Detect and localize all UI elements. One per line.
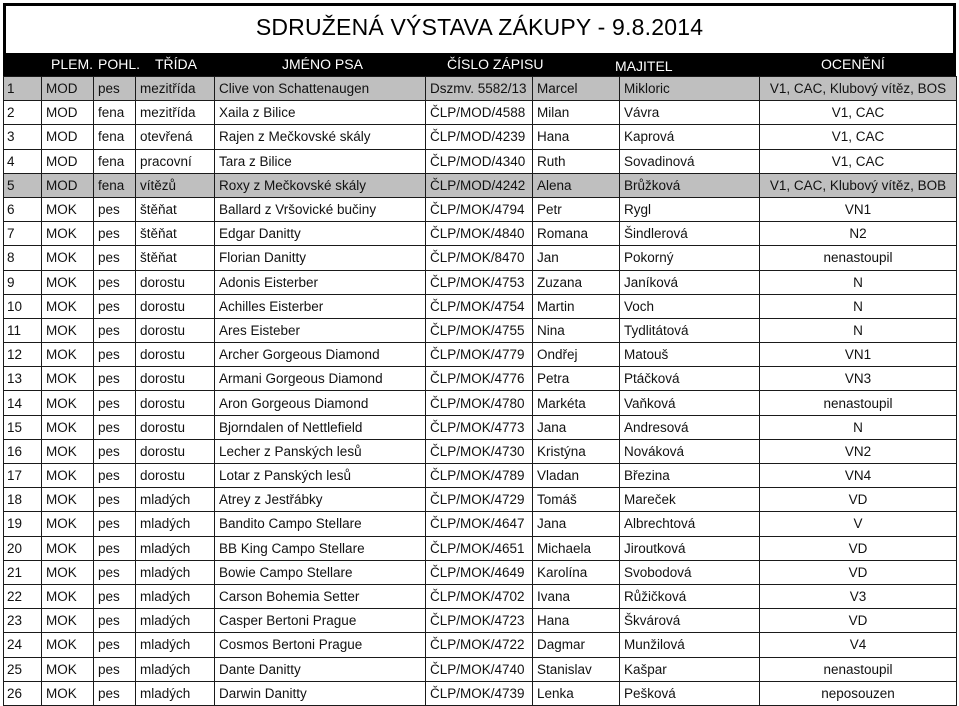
table-row <box>4 77 957 101</box>
cell-owner-first-name: Vladan <box>533 464 620 488</box>
cell-sex: pes <box>94 343 136 367</box>
cell-dog-name: Edgar Danitty <box>215 222 426 246</box>
cell-breed: MOK <box>42 609 94 633</box>
cell-breed: MOK <box>42 294 94 318</box>
cell-owner-last-name: Vávra <box>620 101 760 125</box>
cell-dog-name: Archer Gorgeous Diamond <box>215 343 426 367</box>
table-row <box>4 584 957 608</box>
cell-class: štěňat <box>136 246 215 270</box>
cell-owner-last-name: Mareček <box>620 488 760 512</box>
cell-award: N <box>760 270 957 294</box>
cell-owner-first-name: Nina <box>533 318 620 342</box>
cell-registration: ČLP/MOK/4649 <box>426 560 533 584</box>
cell-breed: MOK <box>42 246 94 270</box>
cell-award: V1, CAC, Klubový vítěz, BOS <box>760 77 957 101</box>
cell-class: dorostu <box>136 318 215 342</box>
cell-owner-first-name: Martin <box>533 294 620 318</box>
cell-award: nenastoupil <box>760 246 957 270</box>
cell-owner-first-name: Markéta <box>533 391 620 415</box>
cell-number: 4 <box>4 149 42 173</box>
cell-award: VD <box>760 609 957 633</box>
cell-award: N <box>760 318 957 342</box>
cell-sex: pes <box>94 270 136 294</box>
cell-class: dorostu <box>136 367 215 391</box>
cell-owner-last-name: Pešková <box>620 681 760 705</box>
table-body <box>4 77 957 706</box>
cell-number: 2 <box>4 101 42 125</box>
cell-dog-name: Darwin Danitty <box>215 681 426 705</box>
cell-number: 10 <box>4 294 42 318</box>
cell-owner-first-name: Milan <box>533 101 620 125</box>
table-row <box>4 512 957 536</box>
cell-award: V1, CAC <box>760 101 957 125</box>
cell-owner-first-name: Jana <box>533 512 620 536</box>
cell-owner-first-name: Michaela <box>533 536 620 560</box>
cell-owner-first-name: Tomáš <box>533 488 620 512</box>
cell-number: 11 <box>4 318 42 342</box>
cell-registration: ČLP/MOK/4722 <box>426 633 533 657</box>
cell-owner-last-name: Svobodová <box>620 560 760 584</box>
cell-sex: pes <box>94 391 136 415</box>
cell-owner-first-name: Zuzana <box>533 270 620 294</box>
cell-registration: ČLP/MOK/4794 <box>426 197 533 221</box>
cell-breed: MOK <box>42 536 94 560</box>
cell-registration: ČLP/MOK/4753 <box>426 270 533 294</box>
cell-award: VN1 <box>760 343 957 367</box>
cell-number: 9 <box>4 270 42 294</box>
cell-owner-last-name: Brůžková <box>620 173 760 197</box>
table-row <box>4 125 957 149</box>
cell-breed: MOK <box>42 681 94 705</box>
cell-breed: MOK <box>42 343 94 367</box>
cell-owner-last-name: Andresová <box>620 415 760 439</box>
cell-dog-name: Ballard z Vršovické bučiny <box>215 197 426 221</box>
cell-number: 24 <box>4 633 42 657</box>
header-trida: TŘÍDA <box>155 56 197 72</box>
cell-registration: ČLP/MOK/4739 <box>426 681 533 705</box>
cell-breed: MOD <box>42 149 94 173</box>
cell-owner-first-name: Dagmar <box>533 633 620 657</box>
cell-sex: pes <box>94 294 136 318</box>
cell-owner-last-name: Sovadinová <box>620 149 760 173</box>
cell-owner-last-name: Pokorný <box>620 246 760 270</box>
cell-registration: ČLP/MOK/8470 <box>426 246 533 270</box>
cell-registration: ČLP/MOK/4780 <box>426 391 533 415</box>
cell-breed: MOK <box>42 560 94 584</box>
cell-sex: fena <box>94 173 136 197</box>
cell-registration: ČLP/MOK/4754 <box>426 294 533 318</box>
cell-class: štěňat <box>136 197 215 221</box>
cell-sex: pes <box>94 415 136 439</box>
cell-breed: MOK <box>42 488 94 512</box>
cell-dog-name: Bowie Campo Stellare <box>215 560 426 584</box>
cell-owner-first-name: Ivana <box>533 584 620 608</box>
cell-number: 19 <box>4 512 42 536</box>
cell-breed: MOK <box>42 464 94 488</box>
cell-award: V1, CAC <box>760 149 957 173</box>
cell-owner-first-name: Lenka <box>533 681 620 705</box>
cell-breed: MOK <box>42 222 94 246</box>
cell-dog-name: Bjorndalen of Nettlefield <box>215 415 426 439</box>
cell-award: V <box>760 512 957 536</box>
cell-owner-last-name: Rygl <box>620 197 760 221</box>
header-pohl: POHL. <box>98 56 141 72</box>
table-row <box>4 222 957 246</box>
cell-registration: ČLP/MOK/4755 <box>426 318 533 342</box>
cell-award: N <box>760 294 957 318</box>
cell-class: pracovní <box>136 149 215 173</box>
cell-sex: pes <box>94 367 136 391</box>
cell-owner-last-name: Voch <box>620 294 760 318</box>
cell-class: mladých <box>136 560 215 584</box>
cell-breed: MOK <box>42 584 94 608</box>
cell-sex: pes <box>94 512 136 536</box>
cell-registration: Dszmv. 5582/13 <box>426 77 533 101</box>
cell-class: štěňat <box>136 222 215 246</box>
table-row <box>4 318 957 342</box>
cell-number: 5 <box>4 173 42 197</box>
cell-registration: ČLP/MOK/4840 <box>426 222 533 246</box>
cell-owner-last-name: Matouš <box>620 343 760 367</box>
cell-award: VN2 <box>760 439 957 463</box>
cell-registration: ČLP/MOD/4239 <box>426 125 533 149</box>
cell-owner-last-name: Munžilová <box>620 633 760 657</box>
cell-class: otevřená <box>136 125 215 149</box>
cell-number: 15 <box>4 415 42 439</box>
cell-class: dorostu <box>136 415 215 439</box>
cell-registration: ČLP/MOK/4773 <box>426 415 533 439</box>
table-row <box>4 367 957 391</box>
cell-number: 1 <box>4 77 42 101</box>
cell-class: dorostu <box>136 464 215 488</box>
cell-owner-first-name: Marcel <box>533 77 620 101</box>
cell-sex: pes <box>94 439 136 463</box>
cell-breed: MOK <box>42 512 94 536</box>
cell-sex: pes <box>94 197 136 221</box>
cell-award: N <box>760 415 957 439</box>
cell-class: mezitřída <box>136 101 215 125</box>
cell-number: 3 <box>4 125 42 149</box>
table-row <box>4 633 957 657</box>
cell-owner-last-name: Tydlitátová <box>620 318 760 342</box>
cell-class: mladých <box>136 657 215 681</box>
cell-owner-last-name: Janíková <box>620 270 760 294</box>
cell-number: 14 <box>4 391 42 415</box>
cell-dog-name: Ares Eisteber <box>215 318 426 342</box>
header-cislo: ČÍSLO ZÁPISU <box>447 56 544 72</box>
cell-owner-first-name: Romana <box>533 222 620 246</box>
cell-award: nenastoupil <box>760 391 957 415</box>
cell-award: VD <box>760 536 957 560</box>
cell-dog-name: Bandito Campo Stellare <box>215 512 426 536</box>
cell-number: 23 <box>4 609 42 633</box>
cell-award: VN3 <box>760 367 957 391</box>
table-row <box>4 560 957 584</box>
cell-dog-name: Rajen z Mečkovské skály <box>215 125 426 149</box>
cell-owner-first-name: Stanislav <box>533 657 620 681</box>
column-headers <box>4 55 955 75</box>
cell-class: mladých <box>136 512 215 536</box>
cell-class: vítězů <box>136 173 215 197</box>
cell-sex: fena <box>94 125 136 149</box>
cell-number: 21 <box>4 560 42 584</box>
cell-owner-last-name: Kaprová <box>620 125 760 149</box>
cell-owner-first-name: Jana <box>533 415 620 439</box>
cell-owner-last-name: Březina <box>620 464 760 488</box>
results-table <box>3 76 957 706</box>
cell-award: VN1 <box>760 197 957 221</box>
cell-breed: MOK <box>42 318 94 342</box>
cell-breed: MOK <box>42 633 94 657</box>
cell-award: neposouzen <box>760 681 957 705</box>
table-row <box>4 488 957 512</box>
table-row <box>4 343 957 367</box>
cell-sex: fena <box>94 101 136 125</box>
cell-owner-last-name: Šindlerová <box>620 222 760 246</box>
header-oceneni: OCENĚNÍ <box>821 56 885 72</box>
cell-dog-name: Xaila z Bilice <box>215 101 426 125</box>
cell-dog-name: Aron Gorgeous Diamond <box>215 391 426 415</box>
cell-registration: ČLP/MOK/4702 <box>426 584 533 608</box>
header-block <box>3 3 956 76</box>
cell-breed: MOD <box>42 77 94 101</box>
cell-number: 13 <box>4 367 42 391</box>
cell-dog-name: Dante Danitty <box>215 657 426 681</box>
cell-class: dorostu <box>136 439 215 463</box>
cell-class: mladých <box>136 609 215 633</box>
cell-dog-name: Lecher z Panských lesů <box>215 439 426 463</box>
cell-award: V4 <box>760 633 957 657</box>
cell-number: 7 <box>4 222 42 246</box>
cell-dog-name: Adonis Eisterber <box>215 270 426 294</box>
table-row <box>4 101 957 125</box>
cell-award: V1, CAC, Klubový vítěz, BOB <box>760 173 957 197</box>
cell-registration: ČLP/MOK/4647 <box>426 512 533 536</box>
cell-number: 8 <box>4 246 42 270</box>
cell-dog-name: Carson Bohemia Setter <box>215 584 426 608</box>
cell-number: 22 <box>4 584 42 608</box>
cell-class: dorostu <box>136 270 215 294</box>
cell-owner-first-name: Ondřej <box>533 343 620 367</box>
cell-owner-last-name: Kašpar <box>620 657 760 681</box>
cell-owner-last-name: Škvárová <box>620 609 760 633</box>
cell-sex: pes <box>94 222 136 246</box>
cell-owner-first-name: Petr <box>533 197 620 221</box>
table-row <box>4 270 957 294</box>
cell-dog-name: Florian Danitty <box>215 246 426 270</box>
cell-owner-first-name: Hana <box>533 125 620 149</box>
cell-owner-last-name: Vaňková <box>620 391 760 415</box>
cell-breed: MOK <box>42 439 94 463</box>
header-majitel: MAJITEL <box>615 58 673 74</box>
cell-sex: pes <box>94 246 136 270</box>
cell-dog-name: Casper Bertoni Prague <box>215 609 426 633</box>
cell-breed: MOK <box>42 391 94 415</box>
table-row <box>4 464 957 488</box>
page-title: SDRUŽENÁ VÝSTAVA ZÁKUPY - 9.8.2014 <box>255 14 704 40</box>
cell-dog-name: Roxy z Mečkovské skály <box>215 173 426 197</box>
cell-class: mladých <box>136 536 215 560</box>
cell-owner-last-name: Růžičková <box>620 584 760 608</box>
cell-owner-first-name: Jan <box>533 246 620 270</box>
cell-number: 12 <box>4 343 42 367</box>
cell-owner-first-name: Alena <box>533 173 620 197</box>
cell-dog-name: Cosmos Bertoni Prague <box>215 633 426 657</box>
cell-dog-name: Clive von Schattenaugen <box>215 77 426 101</box>
cell-registration: ČLP/MOK/4779 <box>426 343 533 367</box>
cell-breed: MOK <box>42 657 94 681</box>
cell-breed: MOK <box>42 367 94 391</box>
cell-breed: MOD <box>42 125 94 149</box>
cell-registration: ČLP/MOK/4729 <box>426 488 533 512</box>
cell-registration: ČLP/MOK/4789 <box>426 464 533 488</box>
cell-owner-last-name: Mikloric <box>620 77 760 101</box>
cell-sex: pes <box>94 318 136 342</box>
cell-breed: MOD <box>42 101 94 125</box>
cell-dog-name: BB King Campo Stellare <box>215 536 426 560</box>
table-row <box>4 197 957 221</box>
header-plem: PLEM. <box>51 56 94 72</box>
cell-number: 25 <box>4 657 42 681</box>
cell-breed: MOD <box>42 173 94 197</box>
cell-number: 17 <box>4 464 42 488</box>
cell-registration: ČLP/MOK/4723 <box>426 609 533 633</box>
cell-number: 18 <box>4 488 42 512</box>
cell-dog-name: Lotar z Panských lesů <box>215 464 426 488</box>
cell-breed: MOK <box>42 197 94 221</box>
table-row <box>4 149 957 173</box>
cell-registration: ČLP/MOK/4730 <box>426 439 533 463</box>
cell-owner-first-name: Ruth <box>533 149 620 173</box>
cell-award: V1, CAC <box>760 125 957 149</box>
table-row <box>4 681 957 705</box>
cell-sex: pes <box>94 536 136 560</box>
cell-registration: ČLP/MOD/4242 <box>426 173 533 197</box>
table-row <box>4 391 957 415</box>
cell-registration: ČLP/MOD/4340 <box>426 149 533 173</box>
cell-dog-name: Achilles Eisterber <box>215 294 426 318</box>
cell-sex: pes <box>94 488 136 512</box>
cell-breed: MOK <box>42 415 94 439</box>
cell-number: 6 <box>4 197 42 221</box>
cell-owner-last-name: Albrechtová <box>620 512 760 536</box>
cell-class: dorostu <box>136 294 215 318</box>
cell-sex: fena <box>94 149 136 173</box>
table-row <box>4 173 957 197</box>
cell-class: mladých <box>136 584 215 608</box>
cell-breed: MOK <box>42 270 94 294</box>
cell-registration: ČLP/MOK/4740 <box>426 657 533 681</box>
cell-sex: pes <box>94 609 136 633</box>
cell-award: N2 <box>760 222 957 246</box>
cell-class: mladých <box>136 488 215 512</box>
cell-owner-last-name: Ptáčková <box>620 367 760 391</box>
header-jmeno: JMÉNO PSA <box>282 56 363 72</box>
cell-owner-first-name: Karolína <box>533 560 620 584</box>
cell-owner-last-name: Nováková <box>620 439 760 463</box>
cell-award: VN4 <box>760 464 957 488</box>
cell-sex: pes <box>94 77 136 101</box>
cell-registration: ČLP/MOD/4588 <box>426 101 533 125</box>
table-row <box>4 536 957 560</box>
cell-owner-first-name: Hana <box>533 609 620 633</box>
table-row <box>4 415 957 439</box>
table-row <box>4 439 957 463</box>
cell-sex: pes <box>94 633 136 657</box>
cell-dog-name: Armani Gorgeous Diamond <box>215 367 426 391</box>
cell-sex: pes <box>94 584 136 608</box>
cell-award: VD <box>760 488 957 512</box>
cell-owner-last-name: Jiroutková <box>620 536 760 560</box>
table-row <box>4 246 957 270</box>
cell-class: dorostu <box>136 343 215 367</box>
cell-award: V3 <box>760 584 957 608</box>
cell-number: 16 <box>4 439 42 463</box>
cell-registration: ČLP/MOK/4776 <box>426 367 533 391</box>
cell-sex: pes <box>94 464 136 488</box>
cell-registration: ČLP/MOK/4651 <box>426 536 533 560</box>
cell-dog-name: Atrey z Jestřábky <box>215 488 426 512</box>
cell-class: mladých <box>136 681 215 705</box>
cell-dog-name: Tara z Bilice <box>215 149 426 173</box>
cell-sex: pes <box>94 681 136 705</box>
cell-owner-first-name: Petra <box>533 367 620 391</box>
table-row <box>4 294 957 318</box>
cell-owner-first-name: Kristýna <box>533 439 620 463</box>
cell-sex: pes <box>94 657 136 681</box>
cell-number: 26 <box>4 681 42 705</box>
cell-award: VD <box>760 560 957 584</box>
cell-award: nenastoupil <box>760 657 957 681</box>
cell-class: dorostu <box>136 391 215 415</box>
cell-class: mladých <box>136 633 215 657</box>
title-panel <box>6 6 953 53</box>
cell-number: 20 <box>4 536 42 560</box>
cell-sex: pes <box>94 560 136 584</box>
cell-class: mezitřída <box>136 77 215 101</box>
table-row <box>4 609 957 633</box>
table-row <box>4 657 957 681</box>
